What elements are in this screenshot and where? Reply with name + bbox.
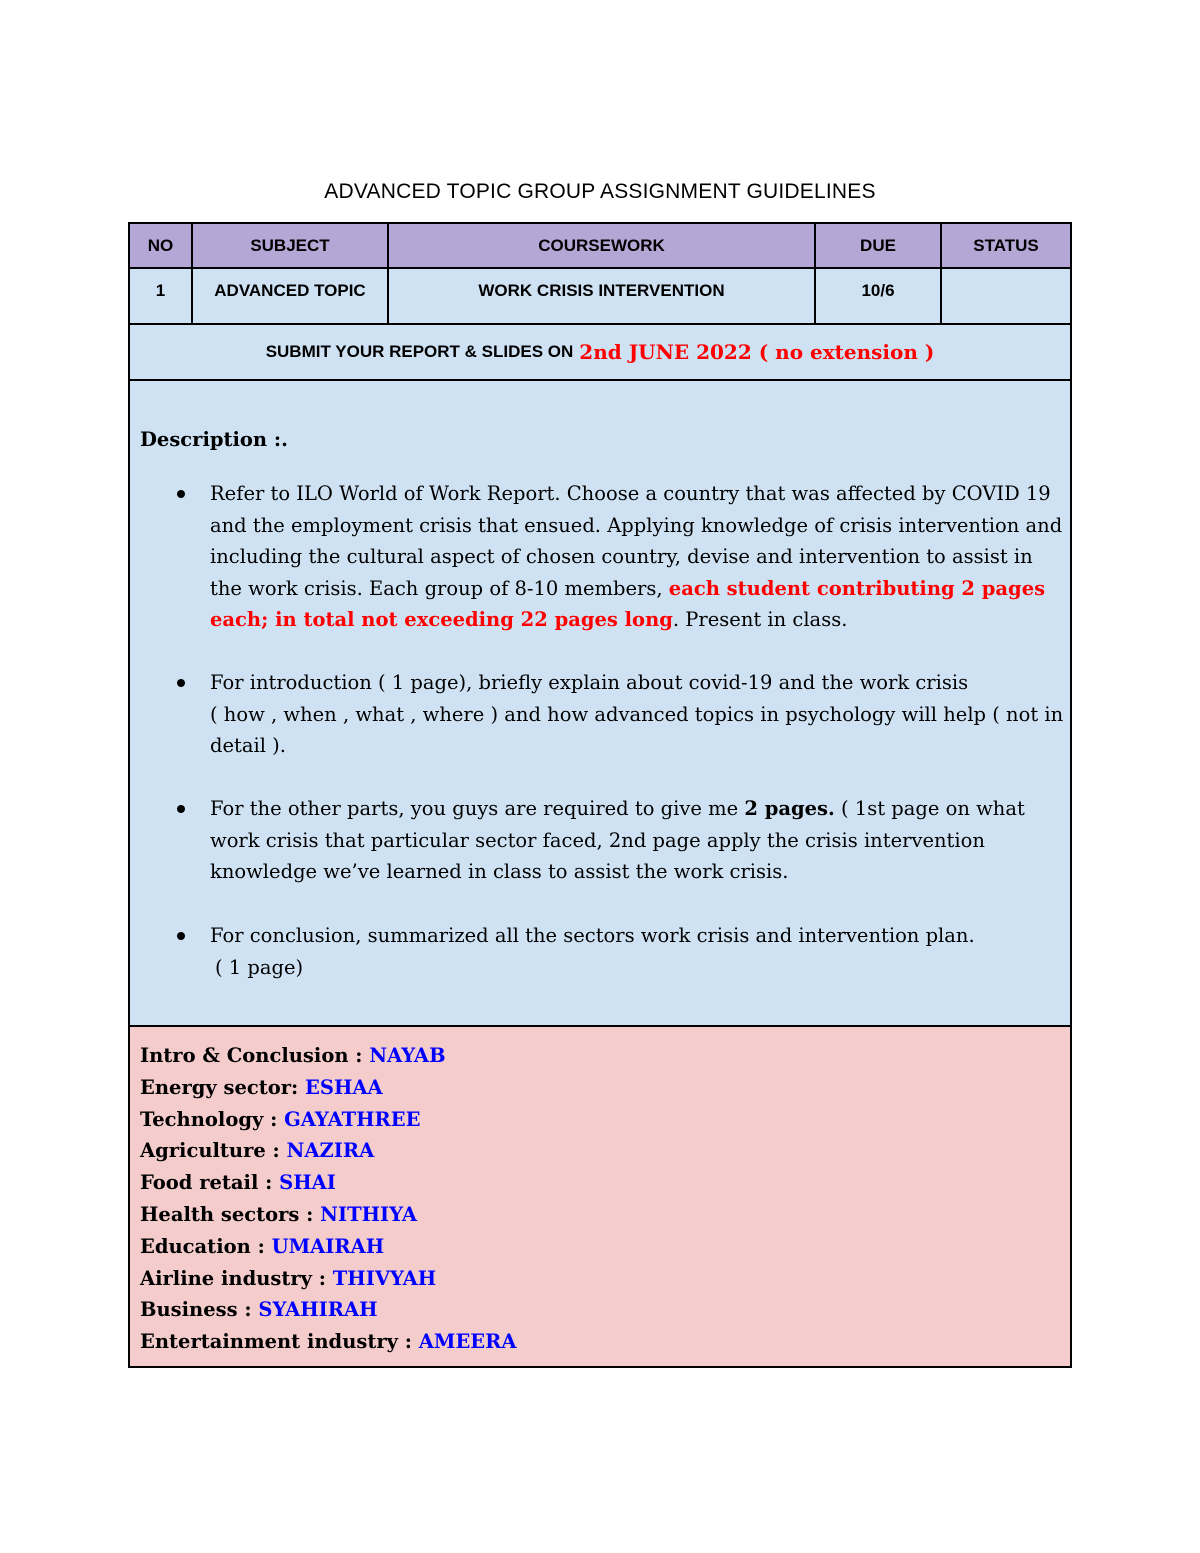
list-item — [140, 1294, 1070, 1326]
cell-coursework: WORK CRISIS INTERVENTION — [387, 269, 814, 323]
list-item — [140, 1040, 1070, 1072]
sector-label: Agriculture : — [140, 1139, 287, 1163]
bullet-highlight: each student contributing 2 pages each; in total not exceeding 22 pages long — [210, 576, 1046, 631]
sector-label: Education : — [140, 1234, 272, 1258]
header-coursework: COURSEWORK — [387, 224, 814, 267]
header-due: DUE — [814, 224, 940, 267]
sector-label: Intro & Conclusion : — [140, 1044, 370, 1067]
list-item — [140, 1326, 1070, 1358]
bullet-bold: 2 pages. — [744, 797, 835, 820]
assignment-section — [130, 1027, 1070, 1366]
document-title: ADVANCED TOPIC GROUP ASSIGNMENT GUIDELINES — [324, 180, 876, 203]
member-name: NAYAB — [369, 1044, 446, 1067]
member-name: NITHIYA — [320, 1202, 417, 1226]
bullet-text-cont: ( 1 page) — [215, 955, 304, 979]
bullet-text: For introduction ( 1 page), briefly explain about covid-19 and the work crisis — [210, 671, 969, 694]
submission-row — [130, 325, 1070, 381]
list-item — [140, 1135, 1070, 1167]
bullet-text-end: ( 1st page on what work crisis that particular sector faced, 2nd page apply the crisis intervention knowledge we’ve learned in class to assist the work crisis. — [210, 797, 1025, 883]
cell-due: 10/6 — [814, 269, 940, 323]
member-name: SHAI — [279, 1171, 336, 1195]
bullet-text: Refer to ILO World of Work Report. Choose a country that was affected by COVID 19 and the employment crisis that ensued. Applying knowledge of crisis intervention and including the cultural aspect of chosen country, devise and intervention to assist in the work crisis. Each group of 8-10 members, — [210, 482, 1063, 600]
bullet-icon — [177, 805, 185, 813]
cell-no: 1 — [155, 281, 166, 300]
list-item — [210, 667, 1066, 762]
list-item — [210, 478, 1066, 636]
bullet-text-end: . Present in class. — [672, 608, 848, 631]
sector-label: Entertainment industry : — [140, 1330, 419, 1354]
member-name: SYAHIRAH — [258, 1298, 378, 1322]
header-subject: SUBJECT — [191, 224, 387, 267]
bullet-icon — [177, 490, 185, 498]
sector-label: Energy sector: — [140, 1075, 306, 1099]
member-name: AMEERA — [418, 1330, 517, 1354]
sector-label: Health sectors : — [140, 1202, 321, 1226]
header-status: STATUS — [940, 224, 1070, 267]
bullet-text: For conclusion, summarized all the sectors work crisis and intervention plan. — [210, 924, 975, 947]
submission-deadline: 2nd JUNE 2022 ( no extension ) — [579, 340, 935, 364]
list-item — [210, 920, 1066, 983]
member-name: UMAIRAH — [271, 1234, 385, 1258]
bullet-icon — [177, 679, 185, 687]
sector-label: Airline industry : — [140, 1266, 333, 1290]
bullet-icon — [177, 932, 185, 940]
bullet-text: For the other parts, you guys are required to give me — [210, 797, 745, 820]
list-item — [140, 1167, 1070, 1199]
sector-label: Food retail : — [140, 1171, 280, 1195]
sector-label: Technology : — [140, 1107, 285, 1131]
submission-label: SUBMIT YOUR REPORT & SLIDES ON — [265, 342, 574, 361]
assignment-table — [128, 222, 1072, 1368]
header-no: NO — [147, 235, 174, 255]
description-title: Description :. — [140, 428, 288, 451]
table-header-row — [130, 224, 1070, 269]
member-name: THIVYAH — [332, 1266, 437, 1290]
list-item — [140, 1231, 1070, 1263]
member-name: NAZIRA — [286, 1139, 375, 1163]
cell-subject: ADVANCED TOPIC — [191, 269, 387, 323]
table-row — [130, 269, 1070, 325]
list-item — [140, 1199, 1070, 1231]
member-name: ESHAA — [305, 1075, 383, 1099]
list-item — [140, 1104, 1070, 1136]
member-name: GAYATHREE — [284, 1107, 421, 1131]
description-section — [130, 381, 1070, 1027]
sector-label: Business : — [140, 1298, 259, 1322]
list-item — [140, 1072, 1070, 1104]
bullet-text-cont: ( how , when , what , where ) and how advanced topics in psychology will help ( not in detail ). — [210, 702, 1064, 757]
list-item — [140, 1263, 1070, 1295]
list-item — [210, 793, 1066, 888]
cell-status — [940, 269, 1070, 323]
